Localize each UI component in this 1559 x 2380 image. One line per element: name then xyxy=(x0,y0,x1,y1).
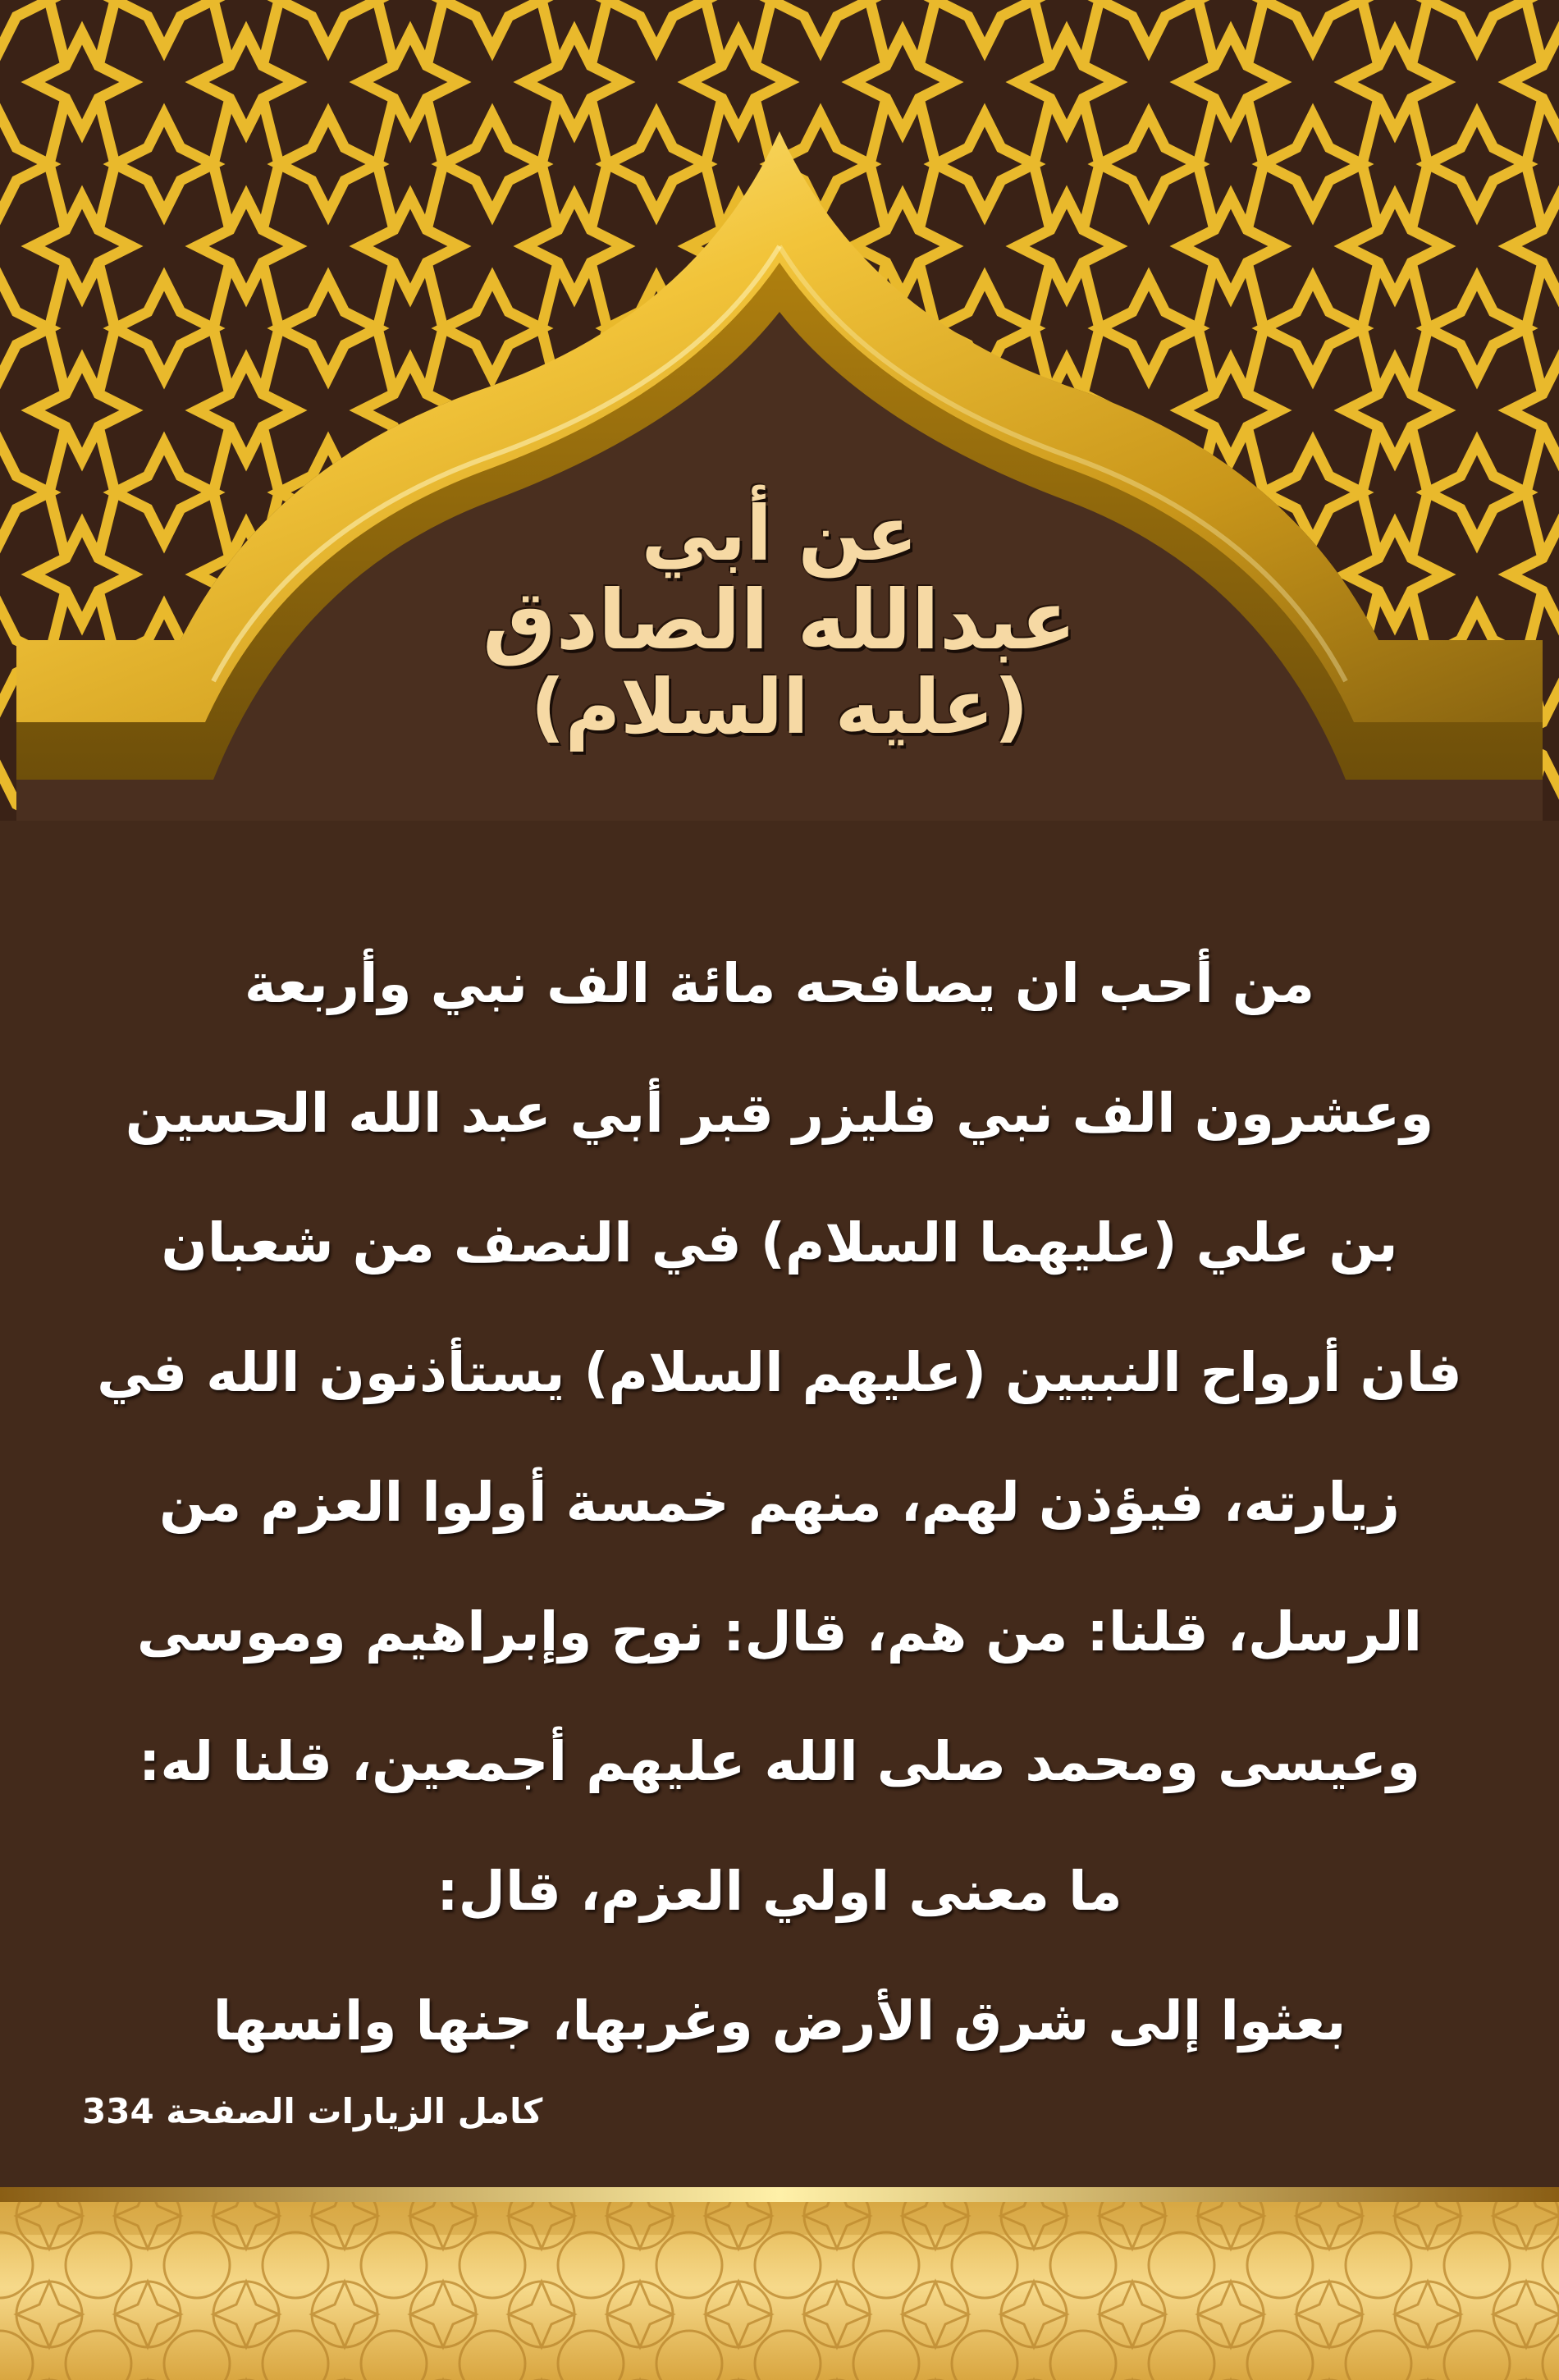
hadith-line-5: زيارته، فيؤذن لهم، منهم خمسة أولوا العزم من xyxy=(158,1471,1401,1534)
hadith-line-2: وعشرون الف نبي فليزر قبر أبي عبد الله الحسين xyxy=(125,1082,1434,1145)
title-line-1: عن أبي xyxy=(641,490,918,578)
hadith-line-1: من أحب ان يصافحه مائة الف نبي وأربعة xyxy=(244,952,1315,1015)
hadith-line-8: ما معنى اولي العزم، قال: xyxy=(437,1860,1122,1923)
hadith-line-4: فان أرواح النبيين (عليهم السلام) يستأذنون الله في xyxy=(97,1341,1462,1404)
hadith-line-7: وعيسى ومحمد صلى الله عليهم أجمعين، قلنا له: xyxy=(139,1730,1420,1793)
hadith-line-6: الرسل، قلنا: من هم، قال: نوح وإبراهيم وموسى xyxy=(136,1600,1423,1664)
hadith-line-3: بن علي (عليهما السلام) في النصف من شعبان xyxy=(161,1211,1398,1275)
title-line-3: (عليه السلام) xyxy=(530,663,1029,752)
title-block xyxy=(287,490,1272,752)
hadith-line-9: بعثوا إلى شرق الأرض وغربها، جنها وانسها xyxy=(213,1989,1346,2053)
source-reference: كامل الزيارات الصفحة 334 xyxy=(82,2091,543,2131)
hadith-text xyxy=(57,919,1502,2086)
title-line-2: عبدالله الصادق xyxy=(482,572,1077,669)
